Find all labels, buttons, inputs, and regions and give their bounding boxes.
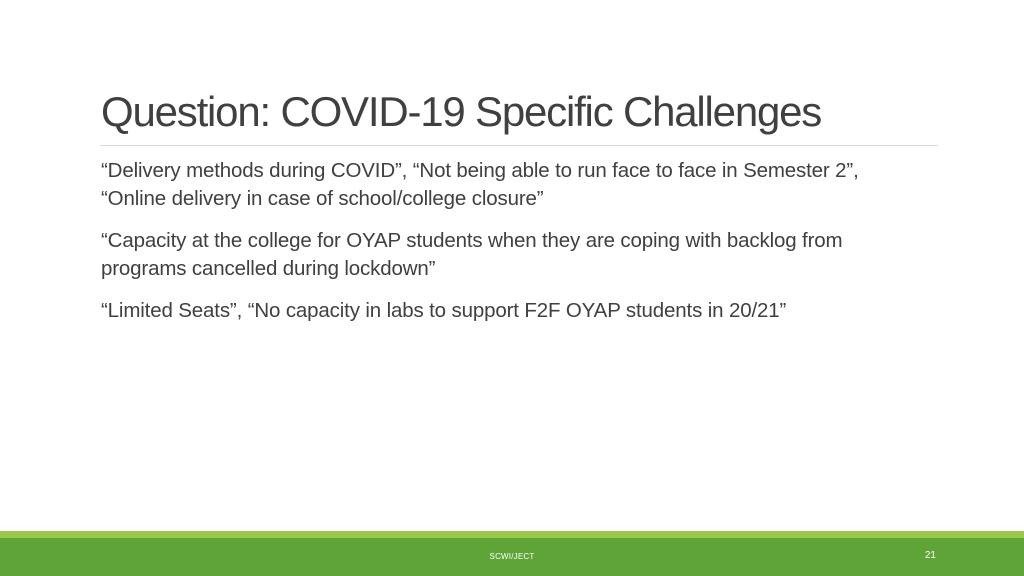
- page-number: 21: [924, 550, 936, 561]
- slide-title: Question: COVID-19 Specific Challenges: [101, 88, 822, 135]
- quote-paragraph-1: “Delivery methods during COVID”, “Not being able to run face to face in Semester 2”, “Online delivery in case of school/college closure”: [101, 159, 859, 210]
- title-divider: [100, 145, 938, 146]
- quote-paragraph-2: “Capacity at the college for OYAP students when they are coping with backlog from programs cancelled during lockdown”: [101, 229, 843, 280]
- footer-accent-stripe: [0, 531, 1024, 538]
- quote-paragraph-3: “Limited Seats”, “No capacity in labs to support F2F OYAP students in 20/21”: [101, 299, 787, 322]
- slide-body: [101, 157, 921, 339]
- footer-text: SCWI/JECT: [489, 552, 535, 561]
